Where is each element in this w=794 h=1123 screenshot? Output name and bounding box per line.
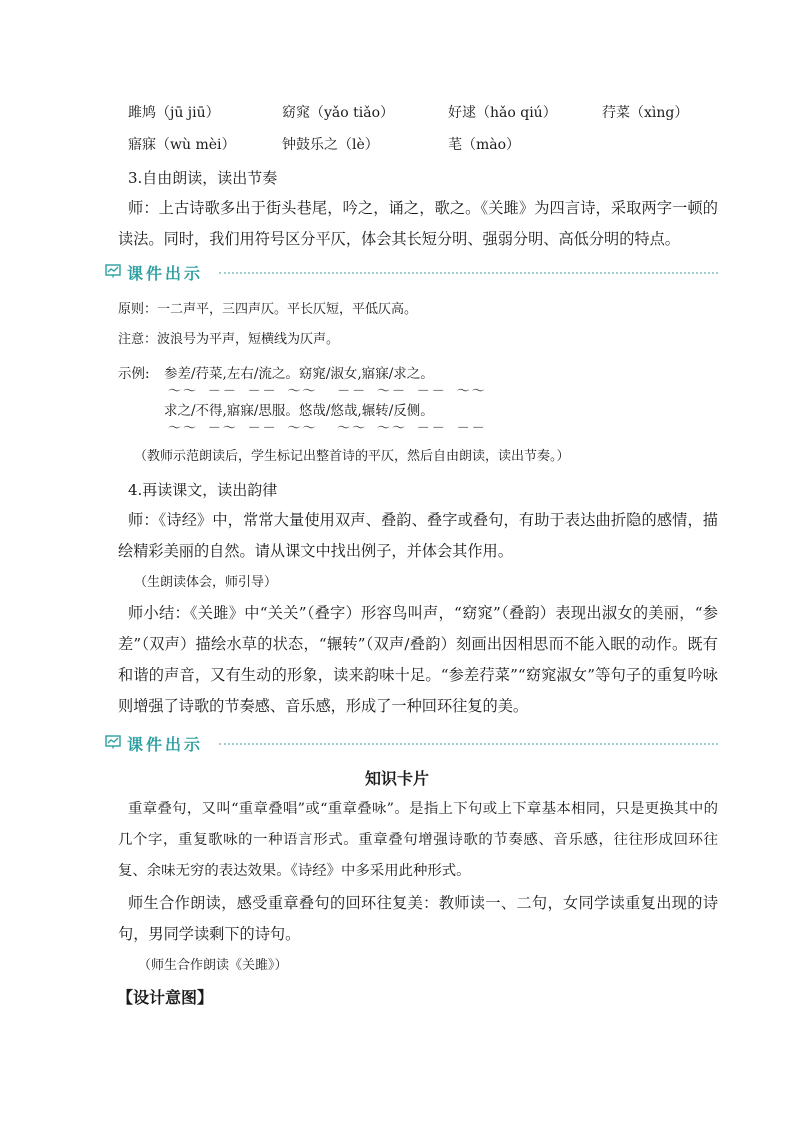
rule-principle: 原则：一二声平，三四声仄。平长仄短，平低仄高。 [118,302,418,317]
section-header [103,261,718,283]
section-header [103,732,718,754]
step3-title: 3.自由朗读，读出节奏 [128,169,278,187]
pinyin-item: 好逑（hǎo qiú） [448,105,557,121]
pinyin-item: 雎鸠（jū jiū） [128,105,220,121]
cooperative-reading-paragraph: 师生合作朗读，感受重章叠句的回环往复美：教师读一、二句，女同学读重复出现的诗句，男同学读剩下的诗句。 [118,894,718,943]
design-intent-heading: 【设计意图】 [117,988,214,1007]
dotted-divider [219,272,718,274]
presentation-icon [105,264,121,278]
tone-marks: ～～ －－ －－ ～～ －－ ～－ －－ ～～ [168,384,487,399]
cooperative-reading-note: （师生合作朗读《关雎》） [138,958,288,973]
example-line: 参差/荇菜,左右/流之。窈窕/淑女,寤寐/求之。 [164,366,434,382]
pinyin-item: 寤寐（wù mèi） [128,137,236,153]
pinyin-item: 荇菜（xìng） [602,105,689,121]
tone-marks: ～～ －～ －－ ～～ ～～ ～～ －－ －－ [168,421,487,436]
step3-paragraph: 师：上古诗歌多出于街头巷尾，吟之，诵之，歌之。《关雎》为四言诗，采取两字一顿的读法。同时，我们用符号区分平仄，体会其长短分明、强弱分明、高低分明的特点。 [118,199,718,248]
pinyin-item: 窈窕（yǎo tiǎo） [282,105,395,121]
summary-paragraph: 师小结：《关雎》中“关关”（叠字）形容鸟叫声，“窈窕”（叠韵）表现出淑女的美丽，“参差”（双声）描绘水草的状态，“辗转”（双声/叠韵）刻画出因相思而不能入眠的动作。既有和谐的声音，又有生动的形象，读来韵味十足。“参差荇菜”“窈窕淑女”等句子的重复吟咏则增强了诗歌的节奏感、音乐感，形成了一种回环往复的美。 [118,604,718,715]
section-label: 课件出示 [127,735,204,754]
step4-title: 4.再读课文，读出韵律 [128,481,278,499]
knowledge-card-title: 知识卡片 [364,769,429,788]
section-label: 课件出示 [127,264,204,283]
pinyin-item: 芼（mào） [448,137,521,153]
pinyin-item: 钟鼓乐之（lè） [282,137,379,153]
teacher-note: （教师示范朗读后，学生标记出整首诗的平仄，然后自由朗读，读出节奏。） [134,449,570,464]
knowledge-card-paragraph: 重章叠句，又叫“重章叠唱”或“重章叠咏”。是指上下句或上下章基本相同，只是更换其中的几个字，重复歌咏的一种语言形式。重章叠句增强诗歌的节奏感、音乐感，往往形成回环往复、余味无穷的表达效果。《诗经》中多采用此种形式。 [118,801,718,879]
student-note: （生朗读体会，师引导） [134,575,278,590]
presentation-icon [105,735,121,749]
rule-note: 注意：波浪号为平声，短横线为仄声。 [118,332,340,347]
example-line: 求之/不得,寤寐/思服。悠哉/悠哉,辗转/反侧。 [164,403,434,419]
dotted-divider [219,743,718,745]
example-label: 示例: [118,366,150,382]
step4-paragraph: 师：《诗经》中，常常大量使用双声、叠韵、叠字或叠句，有助于表达曲折隐的感情，描绘精彩美丽的自然。请从课文中找出例子，并体会其作用。 [118,511,718,560]
